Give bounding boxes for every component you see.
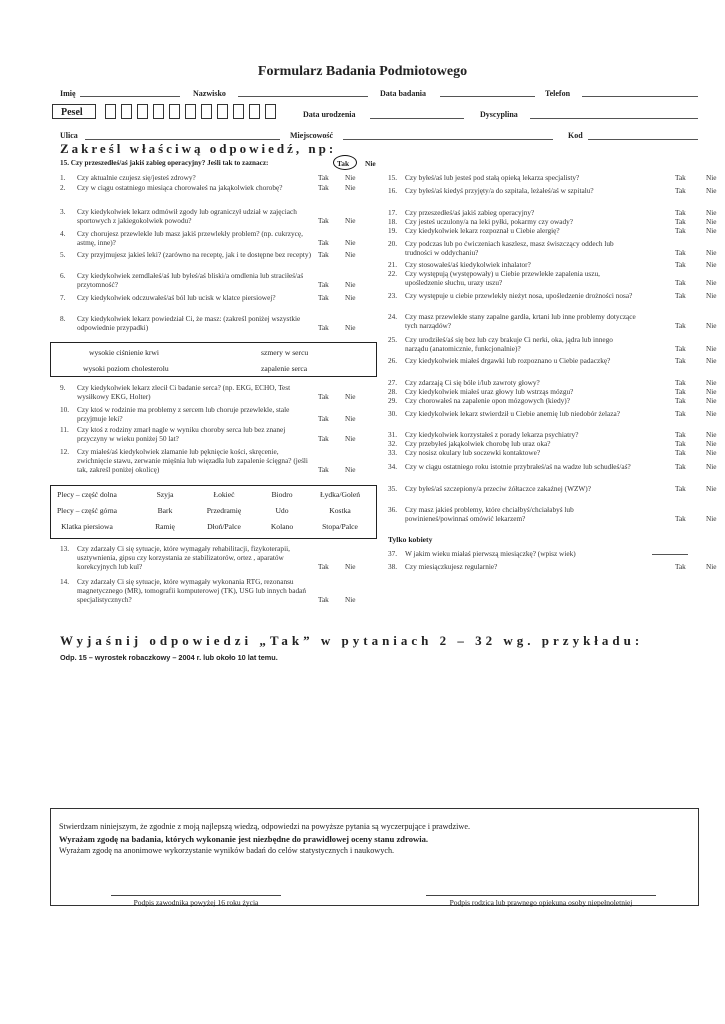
question-text: Czy byłeś/aś szczepiony/a przeciw żółtaczce zakaźnej (WZW)?	[405, 484, 591, 493]
answer-tak[interactable]: Tak	[318, 216, 329, 225]
question-number: 6.	[60, 271, 66, 280]
question-text: Czy przeszedłeś/aś jakiś zabieg operacyjny?	[405, 208, 535, 217]
pesel-label: Pesel	[52, 104, 96, 119]
postal-code-label: Kod	[568, 131, 583, 140]
answer-nie[interactable]: Nie	[706, 514, 717, 523]
explain-heading: Wyjaśnij odpowiedzi „Tak” w pytaniach 2 – 32 wg. przykładu:	[60, 633, 644, 648]
last-name-label: Nazwisko	[193, 89, 226, 98]
city-label: Miejscowość	[290, 131, 334, 140]
question-number: 24.	[388, 312, 398, 321]
street-label: Ulica	[60, 131, 78, 140]
body-part-option[interactable]: Dłoń/Palce	[207, 522, 241, 531]
first-name-label: Imię	[60, 89, 76, 98]
body-part-option[interactable]: Udo	[275, 506, 289, 515]
condition-high-blood-pressure[interactable]: wysokie ciśnienie krwi	[89, 348, 160, 357]
pesel-digit-cell[interactable]	[249, 104, 260, 119]
body-part-option[interactable]: Łokieć	[213, 490, 235, 499]
consent-box	[50, 808, 699, 906]
answer-nie[interactable]: Nie	[706, 396, 717, 405]
question-number: 12.	[60, 447, 70, 456]
question-text: Czy kiedykolwiek lekarz odmówił zgody lub ograniczył udział w zajęciach sportowych z jakiegokolwiek powodu?	[77, 207, 297, 225]
answer-nie[interactable]: Nie	[345, 434, 356, 443]
pesel-digit-cell[interactable]	[169, 104, 180, 119]
answer-tak[interactable]: Tak	[675, 378, 686, 387]
pesel-digit-cell[interactable]	[137, 104, 148, 119]
question-text: Czy kiedykolwiek lekarz stwierdził u Ciebie anemię lub niedobór żelaza?	[405, 409, 620, 418]
pesel-digit-cell[interactable]	[217, 104, 228, 119]
answer-tak[interactable]: Tak	[675, 173, 686, 182]
question-number: 17.	[388, 208, 398, 217]
question-text: Czy podczas lub po ćwiczeniach kaszlesz, masz świszczący oddech lub trudności w oddychaniu?	[405, 239, 614, 257]
question-item	[60, 544, 363, 574]
body-part-option[interactable]: Ramię	[155, 522, 175, 531]
pesel-digit-cell[interactable]	[153, 104, 164, 119]
answer-nie[interactable]: Nie	[345, 465, 356, 474]
question-text: Czy zdarzały Ci się sytuacje, które wymagały rehabilitacji, fizykoterapii, usztywnienia, gipsu czy korzystania ze stabilizatorów, ortez , aparatów korekcyjnych lub kul?	[77, 544, 290, 571]
heart-conditions-box	[50, 342, 377, 377]
answer-nie[interactable]: Nie	[706, 439, 717, 448]
answer-tak[interactable]: Tak	[675, 462, 686, 471]
question-text: Czy stosowałeś/aś kiedykolwiek inhalator?	[405, 260, 531, 269]
question-number: 1.	[60, 173, 66, 182]
question-number: 8.	[60, 314, 66, 323]
question-text: Czy ktoś z rodziny zmarł nagle w wyniku choroby serca lub bez znanej przyczyny w wieku poniżej 50 lat?	[77, 425, 286, 443]
answer-nie[interactable]: Nie	[345, 293, 356, 302]
example-tak: Tak	[337, 159, 350, 168]
answer-nie[interactable]: Nie	[345, 414, 356, 423]
street-field[interactable]	[85, 139, 280, 140]
answer-nie[interactable]: Nie	[345, 392, 356, 401]
question-number: 18.	[388, 217, 398, 226]
question-number: 5.	[60, 250, 66, 259]
menarche-age-field[interactable]	[652, 554, 688, 555]
answer-nie[interactable]: Nie	[706, 562, 717, 571]
pesel-digit-cell[interactable]	[121, 104, 132, 119]
answer-nie[interactable]: Nie	[706, 448, 717, 457]
question-number: 35.	[388, 484, 398, 493]
question-text: Czy jesteś uczulony/a na leki pyłki, pokarmy czy owady?	[405, 217, 573, 226]
answer-nie[interactable]: Nie	[706, 278, 717, 287]
pesel-digit-cell[interactable]	[185, 104, 196, 119]
answer-tak[interactable]: Tak	[675, 344, 686, 353]
birth-date-label: Data urodzenia	[303, 110, 356, 119]
pesel-digit-cell[interactable]	[233, 104, 244, 119]
exam-date-field[interactable]	[440, 96, 535, 97]
body-part-option[interactable]: Kolano	[270, 522, 294, 531]
answer-tak[interactable]: Tak	[318, 562, 329, 571]
phone-label: Telefon	[545, 89, 571, 98]
answer-nie[interactable]: Nie	[706, 378, 717, 387]
question-number: 38.	[388, 562, 398, 571]
question-item	[388, 505, 724, 535]
answer-tak[interactable]: Tak	[675, 278, 686, 287]
answer-tak[interactable]: Tak	[675, 514, 686, 523]
consent-line-1: Stwierdzam niniejszym, że zgodnie z moją najlepszą wiedzą, odpowiedzi na powyższe pytania są wyczerpujące i prawdziwe.	[59, 822, 471, 831]
answer-nie[interactable]: Nie	[706, 291, 717, 300]
question-text: Czy kiedykolwiek lekarz rozpoznał u Ciebie alergię?	[405, 226, 560, 235]
answer-tak[interactable]: Tak	[675, 396, 686, 405]
pesel-digit-cell[interactable]	[265, 104, 276, 119]
explain-example: Odp. 15 – wyrostek robaczkowy – 2004 r. lub około 10 lat temu.	[60, 653, 278, 662]
question-text: Czy kiedykolwiek miałeś uraz głowy lub wstrząs mózgu?	[405, 387, 574, 396]
answer-nie[interactable]: Nie	[706, 484, 717, 493]
answer-tak[interactable]: Tak	[675, 409, 686, 418]
body-part-option[interactable]: Plecy – część dolna	[57, 490, 117, 499]
question-number: 27.	[388, 378, 398, 387]
consent-line-3: Wyrażam zgodę na anonimowe wykorzystanie wyników badań do celów statystycznych i naukowych.	[59, 846, 395, 855]
first-name-field[interactable]	[80, 96, 180, 97]
answer-nie[interactable]: Nie	[345, 595, 356, 604]
question-number: 7.	[60, 293, 66, 302]
question-number: 22.	[388, 269, 398, 278]
answer-tak[interactable]: Tak	[675, 387, 686, 396]
question-text: Czy chorowałeś na zapalenie opon mózgowych (kiedy)?	[405, 396, 570, 405]
question-text: Czy aktualnie czujesz się/jesteś zdrowy?	[77, 173, 196, 182]
answer-nie[interactable]: Nie	[706, 217, 717, 226]
answer-tak[interactable]: Tak	[318, 434, 329, 443]
answer-tak[interactable]: Tak	[318, 323, 329, 332]
question-number: 29.	[388, 396, 398, 405]
answer-tak[interactable]: Tak	[675, 248, 686, 257]
answer-tak[interactable]: Tak	[318, 238, 329, 247]
answer-tak[interactable]: Tak	[675, 562, 686, 571]
question-number: 30.	[388, 409, 398, 418]
question-item	[60, 314, 363, 344]
question-text: Czy kiedykolwiek zemdlałeś/aś lub byłeś/aś bliski/a omdlenia lub straciłeś/aś przytomność?	[77, 271, 304, 289]
question-text: Czy kiedykolwiek lekarz powiedział Ci, że masz: (zakreśl poniżej wszystkie odpowiednie przypadki)	[77, 314, 301, 332]
question-number: 15.	[388, 173, 398, 182]
explanation-area[interactable]	[60, 668, 700, 798]
question-text: Czy zdarzały Ci się sytuacje, które wymagały wykonania RTG, rezonansu magnetycznego (MR), tomografii komputerowej (TK), USG lub innych badań specjalistycznych?	[77, 577, 306, 604]
answer-tak[interactable]: Tak	[675, 430, 686, 439]
question-number: 37.	[388, 549, 398, 558]
question-text: Czy w ciągu ostatniego miesiąca chorowałeś na jakąkolwiek chorobę?	[77, 183, 283, 192]
question-number: 11.	[60, 425, 69, 434]
female-heading: Tylko kobiety	[388, 535, 433, 544]
body-parts-box	[50, 485, 377, 539]
pesel-digit-cell[interactable]	[201, 104, 212, 119]
question-number: 9.	[60, 383, 66, 392]
answer-nie[interactable]: Nie	[345, 562, 356, 571]
answer-tak[interactable]: Tak	[318, 392, 329, 401]
question-number: 28.	[388, 387, 398, 396]
answer-tak[interactable]: Tak	[675, 439, 686, 448]
answer-nie[interactable]: Nie	[706, 260, 717, 269]
answer-nie[interactable]: Nie	[345, 250, 356, 259]
question-text: Czy masz przewlekłe stany zapalne gardła, krtani lub inne problemy dotyczące tych narządów?	[405, 312, 636, 330]
question-number: 26.	[388, 356, 398, 365]
question-number: 34.	[388, 462, 398, 471]
question-text: Czy kiedykolwiek lekarz zlecił Ci badanie serca? (np. EKG, ECHO, Test wysiłkowy EKG, Holter)	[77, 383, 291, 401]
question-number: 16.	[388, 186, 398, 195]
answer-tak[interactable]: Tak	[318, 250, 329, 259]
form-title: Formularz Badania Podmiotowego	[257, 64, 468, 79]
exam-date-label: Data badania	[380, 89, 427, 98]
answer-tak[interactable]: Tak	[675, 291, 686, 300]
question-text: Czy w ciągu ostatniego roku istotnie przybrałeś/aś na wadze lub schudłeś/aś?	[405, 462, 631, 471]
example-nie: Nie	[365, 159, 376, 168]
answer-tak[interactable]: Tak	[318, 280, 329, 289]
question-text: Czy przyjmujesz jakieś leki? (zarówno na receptę, jak i te dostępne bez recepty)	[77, 250, 312, 259]
parent-signature[interactable]: Podpis rodzica lub prawnego opiekuna osoby niepełnoletniej	[426, 895, 656, 907]
question-text: Czy masz jakieś problemy, które chciałbyś/chciałabyś lub powinieneś/powinnaś omówić lekarzem?	[405, 505, 574, 523]
question-number: 21.	[388, 260, 398, 269]
answer-tak[interactable]: Tak	[675, 208, 686, 217]
answer-nie[interactable]: Nie	[706, 226, 717, 235]
body-part-option[interactable]: Klatka piersiowa	[61, 522, 113, 531]
question-number: 23.	[388, 291, 398, 300]
answer-tak[interactable]: Tak	[675, 260, 686, 269]
example-question: 15. Czy przeszedłeś/aś jakiś zabieg operacyjny? Jeśli tak to zaznacz:	[60, 159, 269, 167]
body-part-option[interactable]: Szyja	[156, 490, 174, 499]
question-text: Czy występuje u ciebie przewlekły nieżyt nosa, upośledzenie drożności nosa?	[405, 291, 633, 300]
answer-nie[interactable]: Nie	[706, 462, 717, 471]
last-name-field[interactable]	[238, 96, 368, 97]
discipline-field[interactable]	[530, 118, 698, 119]
body-part-option[interactable]: Plecy – część górna	[56, 506, 118, 515]
question-number: 3.	[60, 207, 66, 216]
answer-tak[interactable]: Tak	[318, 595, 329, 604]
answer-tak[interactable]: Tak	[318, 465, 329, 474]
question-item	[60, 447, 363, 477]
answer-nie[interactable]: Nie	[345, 323, 356, 332]
question-number: 2.	[60, 183, 66, 192]
answer-nie[interactable]: Nie	[706, 248, 717, 257]
answer-tak[interactable]: Tak	[675, 448, 686, 457]
consent-line-2: Wyrażam zgodę na badania, których wykonanie jest niezbędne do prawidłowej oceny stanu zdrowia.	[59, 834, 429, 844]
question-item	[60, 577, 363, 607]
answer-nie[interactable]: Nie	[706, 186, 717, 195]
question-text: Czy występują (występowały) u Ciebie przewlekłe zapalenia uszu, upośledzenie słuchu, urazy uszu?	[405, 269, 600, 287]
question-text: Czy urodziłeś/aś się bez lub czy brakuje Ci nerki, oka, jądra lub innego narządu (anatomicznie, funkcjonalnie)?	[405, 335, 613, 353]
question-text: Czy byłeś/aś kiedyś przyjęty/a do szpitala, leżałeś/aś w szpitalu?	[405, 186, 594, 195]
city-field[interactable]	[343, 139, 553, 140]
question-text: Czy kiedykolwiek korzystałeś z porady lekarza psychiatry?	[405, 430, 579, 439]
answer-tak[interactable]: Tak	[318, 414, 329, 423]
question-number: 36.	[388, 505, 398, 514]
instruction-heading: Zakreśl właściwą odpowiedź, np:	[60, 141, 337, 156]
answer-nie[interactable]: Nie	[345, 183, 356, 192]
answer-nie[interactable]: Nie	[706, 208, 717, 217]
question-text: Czy przebyłeś jakąkolwiek chorobę lub uraz oka?	[405, 439, 551, 448]
answer-tak[interactable]: Tak	[675, 321, 686, 330]
body-part-option[interactable]: Biodro	[271, 490, 293, 499]
body-part-option[interactable]: Przedramię	[206, 506, 242, 515]
body-part-option[interactable]: Bark	[157, 506, 173, 515]
athlete-signature[interactable]: Podpis zawodnika powyżej 16 roku życia	[111, 895, 281, 907]
question-number: 31.	[388, 430, 398, 439]
question-text: Czy byłeś/aś lub jesteś pod stałą opieką lekarza specjalisty?	[405, 173, 580, 182]
question-number: 33.	[388, 448, 398, 457]
discipline-label: Dyscyplina	[480, 110, 518, 119]
condition-high-cholesterol[interactable]: wysoki poziom cholesterolu	[83, 364, 169, 373]
answer-nie[interactable]: Nie	[345, 173, 356, 182]
question-number: 4.	[60, 229, 66, 238]
answer-nie[interactable]: Nie	[706, 356, 717, 365]
answer-nie[interactable]: Nie	[706, 387, 717, 396]
body-part-option[interactable]: Łydka/Goleń	[319, 490, 361, 499]
postal-code-field[interactable]	[588, 139, 698, 140]
answer-nie[interactable]: Nie	[345, 280, 356, 289]
answer-tak[interactable]: Tak	[675, 226, 686, 235]
question-number: 32.	[388, 439, 398, 448]
answer-nie[interactable]: Nie	[345, 238, 356, 247]
answer-tak[interactable]: Tak	[318, 183, 329, 192]
question-text: Czy kiedykolwiek miałeś drgawki lub rozpoznano u Ciebie padaczkę?	[405, 356, 611, 365]
question-number: 10.	[60, 405, 70, 414]
answer-nie[interactable]: Nie	[706, 430, 717, 439]
birth-date-field[interactable]	[370, 118, 464, 119]
answer-tak[interactable]: Tak	[675, 217, 686, 226]
question-text: Czy miesiączkujesz regularnie?	[405, 562, 498, 571]
condition-myocarditis[interactable]: zapalenie serca	[261, 364, 308, 373]
phone-field[interactable]	[582, 96, 698, 97]
condition-heart-murmur[interactable]: szmery w sercu	[261, 348, 309, 357]
question-number: 25.	[388, 335, 398, 344]
question-number: 20.	[388, 239, 398, 248]
question-text: Czy kiedykolwiek odczuwałeś/aś ból lub ucisk w klatce piersiowej?	[77, 293, 276, 302]
question-text: Czy ktoś w rodzinie ma problemy z sercem lub choruje przewlekle, stale przyjmuje leki?	[77, 405, 290, 423]
answer-nie[interactable]: Nie	[706, 409, 717, 418]
question-text: W jakim wieku miałaś pierwszą miesiączkę? (wpisz wiek)	[405, 549, 576, 558]
question-number: 13.	[60, 544, 70, 553]
answer-tak[interactable]: Tak	[675, 186, 686, 195]
answer-tak[interactable]: Tak	[318, 173, 329, 182]
answer-tak[interactable]: Tak	[675, 484, 686, 493]
body-part-option[interactable]: Kostka	[329, 506, 351, 515]
question-text: Czy nosisz okulary lub soczewki kontaktowe?	[405, 448, 541, 457]
question-text: Czy miałeś/aś kiedykolwiek złamanie lub pęknięcie kości, skręcenie, zwichnięcie stawu, zerwanie mięśnia lub więzadła lub zapalenie ścięgna? (jeśli tak, zakreśl poniżej okolicę)	[77, 447, 308, 474]
answer-nie[interactable]: Nie	[706, 321, 717, 330]
answer-nie[interactable]: Nie	[706, 173, 717, 182]
question-text: Czy zdarzają Ci się bóle i/lub zawroty głowy?	[405, 378, 540, 387]
body-part-option[interactable]: Stopa/Palce	[322, 522, 358, 531]
answer-nie[interactable]: Nie	[345, 216, 356, 225]
answer-tak[interactable]: Tak	[675, 356, 686, 365]
answer-tak[interactable]: Tak	[318, 293, 329, 302]
question-number: 14.	[60, 577, 70, 586]
pesel-digit-cell[interactable]	[105, 104, 116, 119]
menstruation-answers	[388, 562, 725, 572]
question-number: 19.	[388, 226, 398, 235]
answer-nie[interactable]: Nie	[706, 344, 717, 353]
question-text: Czy chorujesz przewlekle lub masz jakiś przewlekły problem? (np. cukrzycę, astmę, inne)?	[77, 229, 303, 247]
